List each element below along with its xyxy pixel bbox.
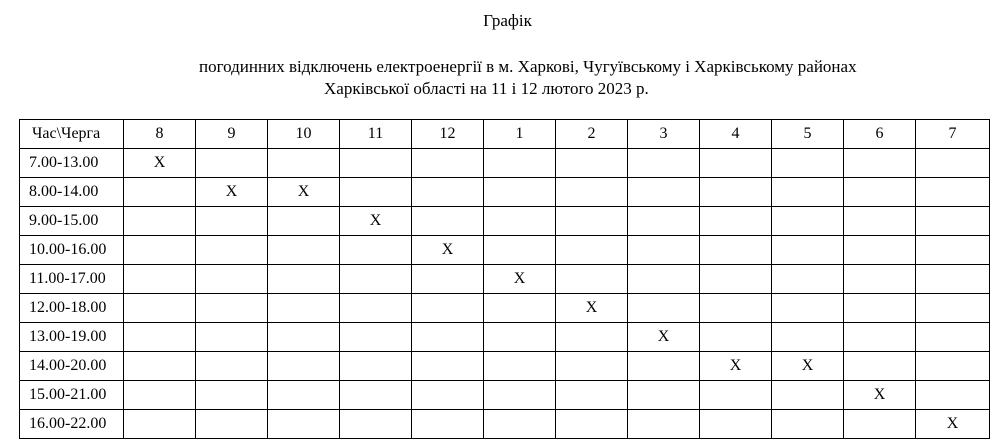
- schedule-cell: [196, 410, 268, 439]
- schedule-cell: [556, 178, 628, 207]
- schedule-cell: [772, 410, 844, 439]
- schedule-cell: [844, 236, 916, 265]
- schedule-cell: [412, 381, 484, 410]
- schedule-cell: [412, 149, 484, 178]
- schedule-cell: [484, 410, 556, 439]
- column-header-queue: 11: [340, 120, 412, 149]
- schedule-cell: [700, 410, 772, 439]
- schedule-cell: [196, 323, 268, 352]
- schedule-cell: [916, 178, 990, 207]
- schedule-cell: [556, 410, 628, 439]
- time-range-cell: 13.00-19.00: [20, 323, 124, 352]
- schedule-cell: [196, 294, 268, 323]
- table-row: [20, 178, 990, 207]
- time-range-cell: 8.00-14.00: [20, 178, 124, 207]
- schedule-cell: [700, 207, 772, 236]
- schedule-cell: [844, 294, 916, 323]
- outage-mark-cell: Х: [484, 265, 556, 294]
- schedule-cell: [772, 265, 844, 294]
- outage-mark-cell: Х: [700, 352, 772, 381]
- schedule-cell: [484, 178, 556, 207]
- schedule-cell: [484, 352, 556, 381]
- schedule-cell: [484, 294, 556, 323]
- schedule-cell: [484, 381, 556, 410]
- schedule-cell: [772, 236, 844, 265]
- schedule-cell: [916, 352, 990, 381]
- outage-mark-cell: Х: [268, 178, 340, 207]
- column-header-queue: 10: [268, 120, 340, 149]
- schedule-cell: [772, 178, 844, 207]
- schedule-cell: [196, 265, 268, 294]
- document-title: Графік: [483, 11, 532, 30]
- schedule-cell: [340, 236, 412, 265]
- schedule-cell: [916, 294, 990, 323]
- schedule-cell: [844, 265, 916, 294]
- outage-mark-cell: Х: [772, 352, 844, 381]
- schedule-cell: [268, 236, 340, 265]
- schedule-cell: [556, 381, 628, 410]
- table-row: [20, 294, 990, 323]
- schedule-cell: [700, 381, 772, 410]
- table-row: [20, 410, 990, 439]
- schedule-cell: [628, 236, 700, 265]
- schedule-cell: [916, 323, 990, 352]
- schedule-cell: [556, 236, 628, 265]
- schedule-cell: [700, 236, 772, 265]
- schedule-cell: [700, 265, 772, 294]
- schedule-cell: [556, 207, 628, 236]
- column-header-queue: 6: [844, 120, 916, 149]
- table-row: [20, 236, 990, 265]
- outage-mark-cell: Х: [556, 294, 628, 323]
- schedule-cell: [124, 323, 196, 352]
- schedule-cell: [916, 236, 990, 265]
- schedule-cell: [340, 178, 412, 207]
- outage-mark-cell: Х: [196, 178, 268, 207]
- time-range-cell: 12.00-18.00: [20, 294, 124, 323]
- time-range-cell: 14.00-20.00: [20, 352, 124, 381]
- schedule-cell: [484, 149, 556, 178]
- schedule-cell: [196, 381, 268, 410]
- schedule-cell: [124, 410, 196, 439]
- corner-header-cell: Час\Черга: [20, 120, 124, 149]
- time-range-cell: 10.00-16.00: [20, 236, 124, 265]
- column-header-queue: 12: [412, 120, 484, 149]
- schedule-cell: [268, 352, 340, 381]
- document-subtitle-line-1: погодинних відключень електроенергії в м. Харкові, Чугуївському і Харківському районах: [199, 57, 857, 76]
- column-header-queue: 7: [916, 120, 990, 149]
- time-range-cell: 9.00-15.00: [20, 207, 124, 236]
- schedule-cell: [556, 149, 628, 178]
- column-header-queue: 3: [628, 120, 700, 149]
- schedule-cell: [844, 178, 916, 207]
- schedule-cell: [340, 265, 412, 294]
- column-header-queue: 1: [484, 120, 556, 149]
- schedule-cell: [412, 178, 484, 207]
- schedule-cell: [340, 410, 412, 439]
- time-range-cell: 15.00-21.00: [20, 381, 124, 410]
- outage-schedule-table: [19, 119, 990, 439]
- schedule-cell: [124, 236, 196, 265]
- schedule-cell: [628, 207, 700, 236]
- table-row: [20, 207, 990, 236]
- schedule-cell: [556, 323, 628, 352]
- schedule-cell: [628, 178, 700, 207]
- outage-mark-cell: Х: [412, 236, 484, 265]
- schedule-cell: [124, 265, 196, 294]
- time-range-cell: 16.00-22.00: [20, 410, 124, 439]
- schedule-cell: [268, 207, 340, 236]
- outage-mark-cell: Х: [844, 381, 916, 410]
- schedule-cell: [268, 323, 340, 352]
- schedule-cell: [916, 207, 990, 236]
- schedule-cell: [844, 352, 916, 381]
- schedule-cell: [196, 207, 268, 236]
- schedule-cell: [628, 149, 700, 178]
- schedule-cell: [772, 381, 844, 410]
- column-header-queue: 5: [772, 120, 844, 149]
- schedule-cell: [412, 410, 484, 439]
- schedule-cell: [916, 265, 990, 294]
- schedule-cell: [700, 323, 772, 352]
- schedule-cell: [196, 352, 268, 381]
- schedule-cell: [628, 265, 700, 294]
- schedule-cell: [772, 294, 844, 323]
- schedule-cell: [340, 294, 412, 323]
- schedule-cell: [484, 323, 556, 352]
- schedule-cell: [700, 149, 772, 178]
- outage-mark-cell: Х: [340, 207, 412, 236]
- schedule-cell: [628, 294, 700, 323]
- schedule-cell: [772, 207, 844, 236]
- document-subtitle-line-2: Харківської області на 11 і 12 лютого 2023 р.: [324, 79, 649, 98]
- table-row: [20, 149, 990, 178]
- schedule-cell: [268, 149, 340, 178]
- schedule-cell: [268, 410, 340, 439]
- schedule-cell: [484, 236, 556, 265]
- schedule-cell: [628, 352, 700, 381]
- schedule-cell: [628, 381, 700, 410]
- schedule-cell: [340, 381, 412, 410]
- schedule-cell: [916, 149, 990, 178]
- schedule-cell: [412, 294, 484, 323]
- schedule-cell: [772, 323, 844, 352]
- schedule-cell: [556, 352, 628, 381]
- schedule-cell: [700, 178, 772, 207]
- schedule-cell: [484, 207, 556, 236]
- time-range-cell: 7.00-13.00: [20, 149, 124, 178]
- outage-mark-cell: Х: [124, 149, 196, 178]
- schedule-cell: [124, 352, 196, 381]
- schedule-cell: [916, 381, 990, 410]
- table-header-row: [20, 120, 990, 149]
- schedule-cell: [124, 207, 196, 236]
- time-range-cell: 11.00-17.00: [20, 265, 124, 294]
- column-header-queue: 4: [700, 120, 772, 149]
- schedule-cell: [412, 207, 484, 236]
- table-row: [20, 265, 990, 294]
- schedule-cell: [844, 410, 916, 439]
- schedule-cell: [340, 149, 412, 178]
- schedule-cell: [268, 265, 340, 294]
- column-header-queue: 9: [196, 120, 268, 149]
- table-body: [20, 149, 990, 439]
- schedule-cell: [196, 149, 268, 178]
- schedule-cell: [772, 149, 844, 178]
- table-row: [20, 323, 990, 352]
- outage-mark-cell: Х: [628, 323, 700, 352]
- schedule-cell: [412, 352, 484, 381]
- column-header-queue: 2: [556, 120, 628, 149]
- outage-mark-cell: Х: [916, 410, 990, 439]
- schedule-cell: [124, 294, 196, 323]
- schedule-cell: [268, 381, 340, 410]
- schedule-cell: [628, 410, 700, 439]
- schedule-cell: [412, 265, 484, 294]
- table-row: [20, 352, 990, 381]
- schedule-cell: [124, 381, 196, 410]
- schedule-cell: [412, 323, 484, 352]
- schedule-cell: [340, 323, 412, 352]
- column-header-queue: 8: [124, 120, 196, 149]
- schedule-cell: [268, 294, 340, 323]
- schedule-cell: [844, 207, 916, 236]
- schedule-cell: [196, 236, 268, 265]
- schedule-cell: [844, 149, 916, 178]
- schedule-cell: [556, 265, 628, 294]
- schedule-cell: [844, 323, 916, 352]
- schedule-cell: [124, 178, 196, 207]
- table-row: [20, 381, 990, 410]
- schedule-cell: [700, 294, 772, 323]
- schedule-cell: [340, 352, 412, 381]
